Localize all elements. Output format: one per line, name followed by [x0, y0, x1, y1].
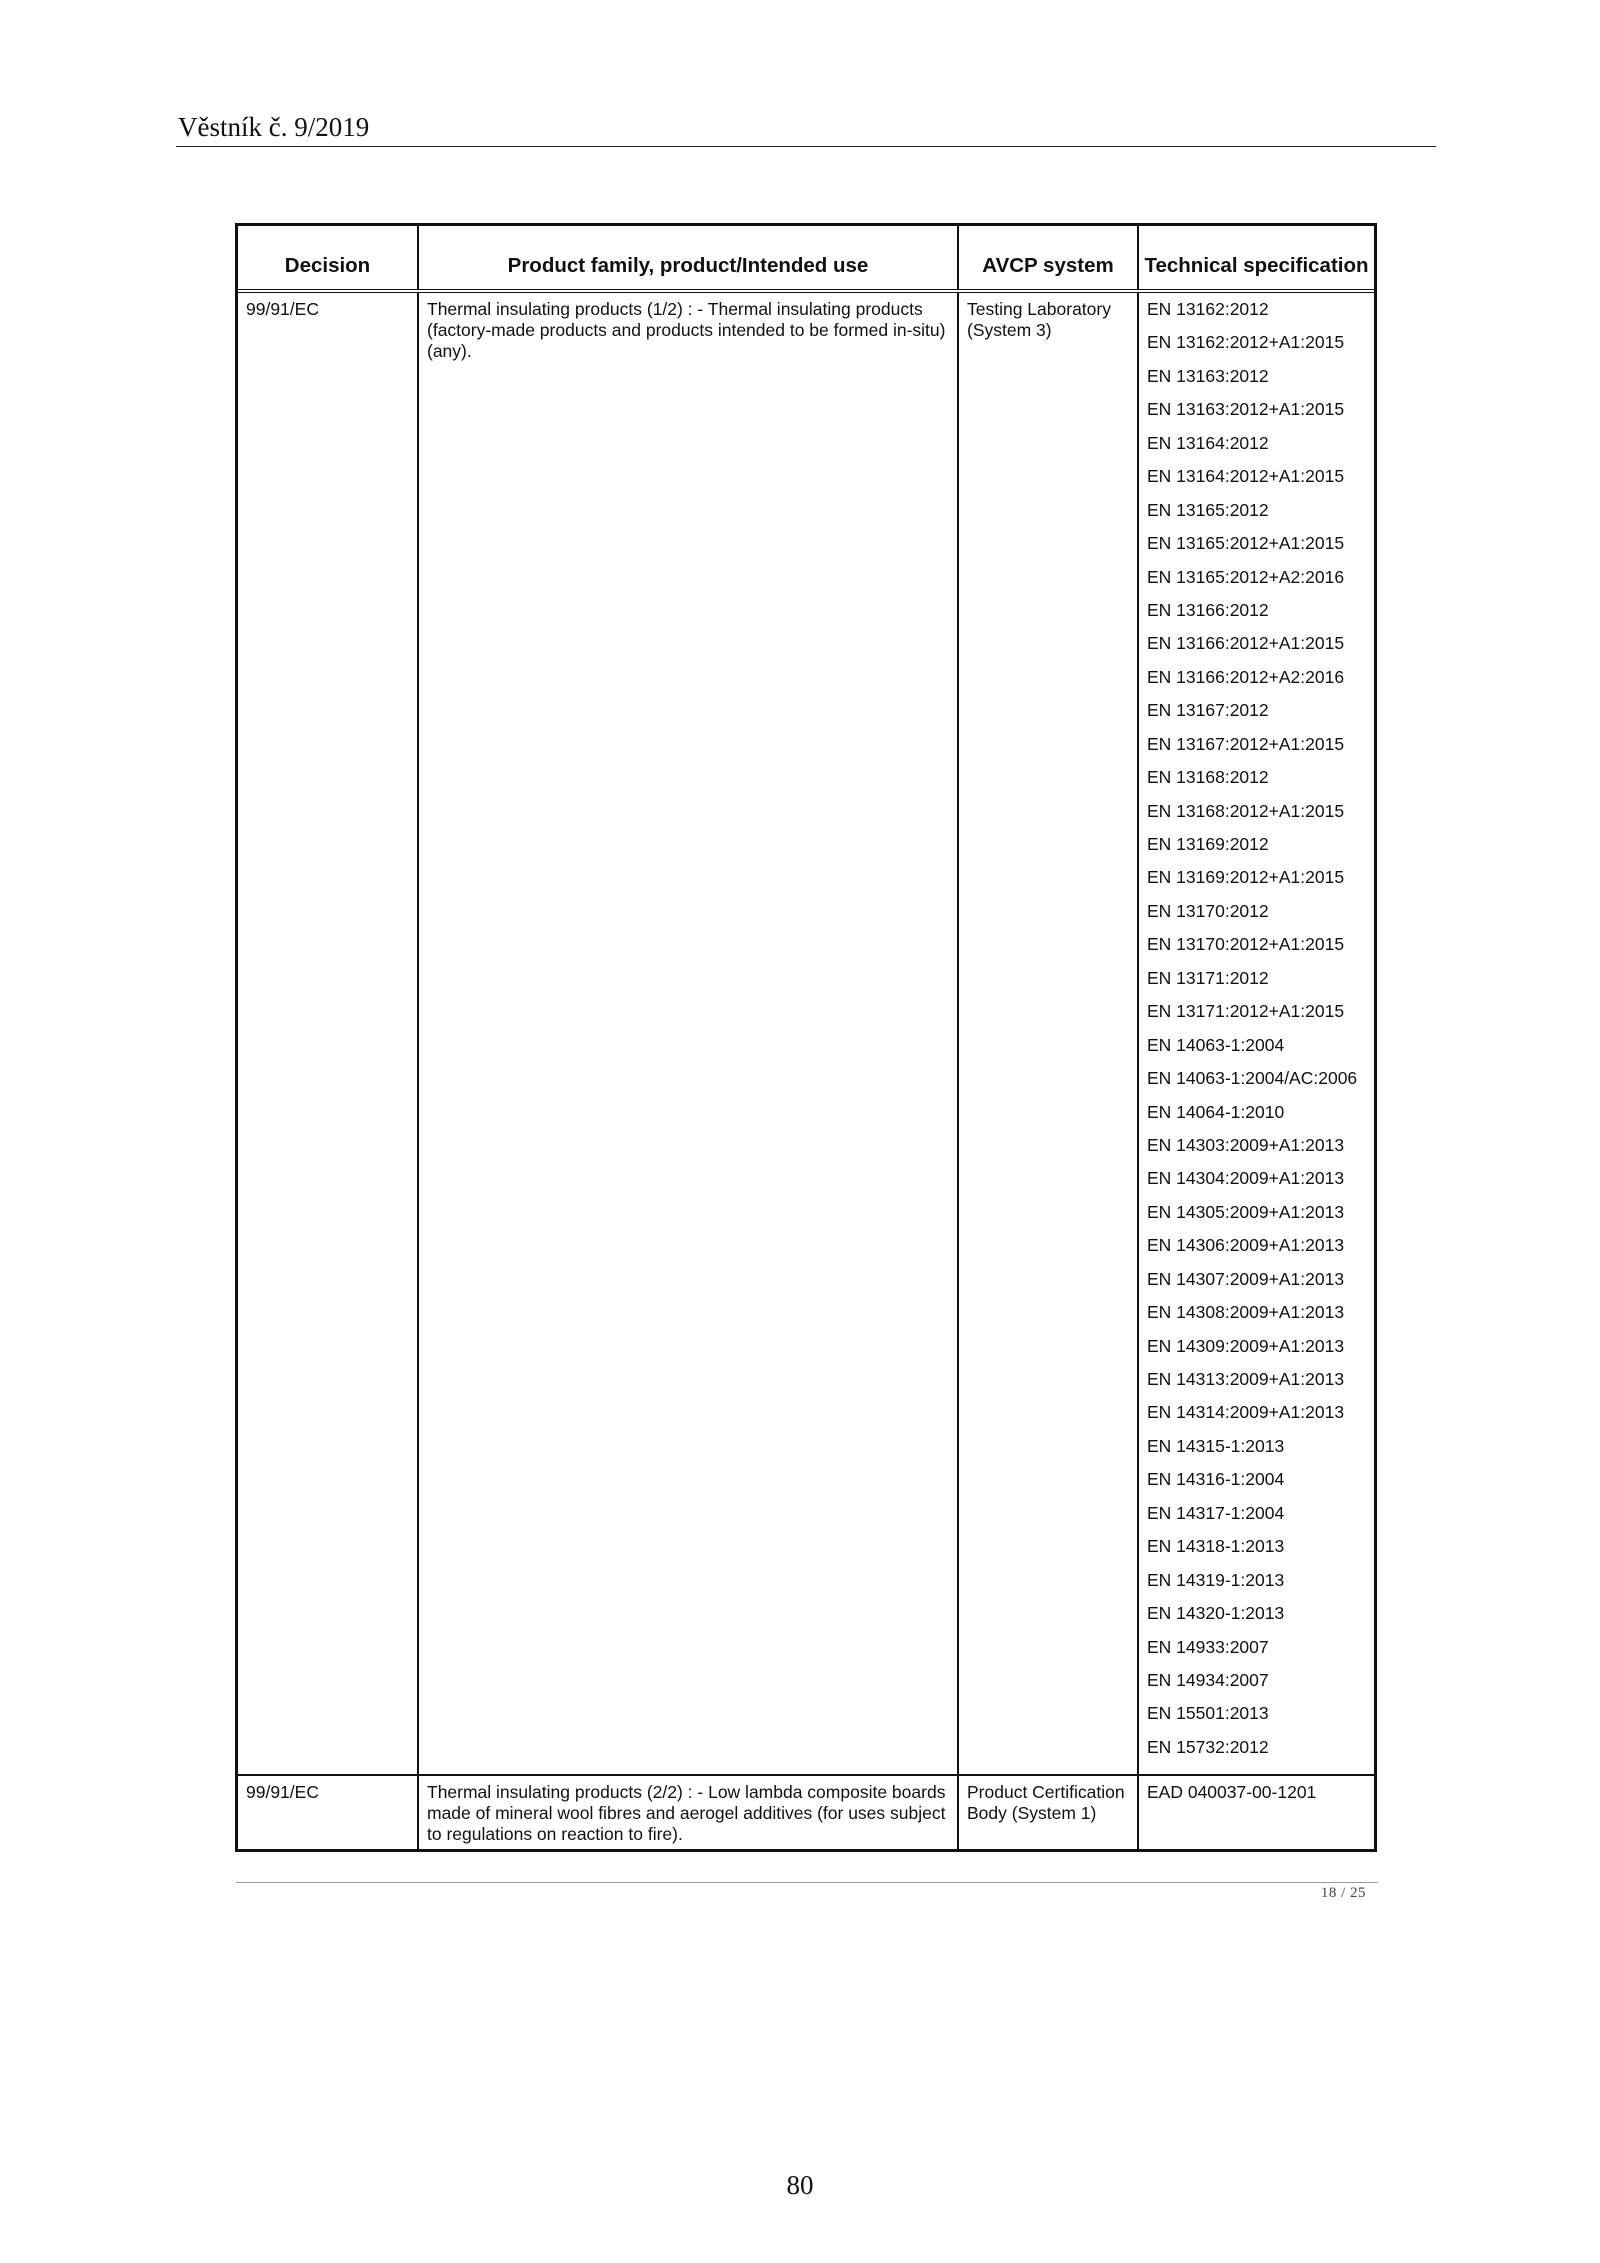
- specification-item: EN 13162:2012+A1:2015: [1147, 332, 1345, 353]
- specification-item: EN 14303:2009+A1:2013: [1147, 1134, 1345, 1155]
- avcp-cell: Product Certification Body (System 1): [958, 1775, 1138, 1849]
- specification-item: EN 14308:2009+A1:2013: [1147, 1302, 1345, 1323]
- column-header-product: Product family, product/Intended use: [418, 226, 958, 291]
- specification-item: EN 14933:2007: [1147, 1636, 1269, 1657]
- specification-item: EN 13165:2012+A1:2015: [1147, 533, 1345, 554]
- standards-table: [235, 223, 1377, 1852]
- footer-rule: [236, 1882, 1378, 1883]
- specification-item: EN 13166:2012+A2:2016: [1147, 666, 1345, 687]
- specification-item: EN 13165:2012: [1147, 499, 1269, 520]
- specification-item: EN 13166:2012: [1147, 599, 1269, 620]
- specification-item: EN 13164:2012+A1:2015: [1147, 466, 1345, 487]
- specification-cell: [1138, 1775, 1374, 1849]
- specification-item: EN 14309:2009+A1:2013: [1147, 1335, 1345, 1356]
- specification-item: EN 14064-1:2010: [1147, 1101, 1285, 1122]
- page-number: 80: [786, 2170, 814, 2200]
- specification-item: EN 13170:2012: [1147, 900, 1269, 921]
- specification-item: EN 14063-1:2004/AC:2006: [1147, 1068, 1358, 1089]
- specification-item: EN 14304:2009+A1:2013: [1147, 1168, 1345, 1189]
- specification-item: EN 14315-1:2013: [1147, 1435, 1285, 1456]
- specification-item: EN 14319-1:2013: [1147, 1569, 1285, 1590]
- specification-cell: [1138, 291, 1374, 1775]
- specification-item: EN 14320-1:2013: [1147, 1603, 1285, 1624]
- specification-item: EN 15732:2012: [1147, 1736, 1269, 1757]
- header-rule: [176, 146, 1436, 147]
- specification-item: EN 13164:2012: [1147, 432, 1269, 453]
- table-row: [238, 291, 1374, 1775]
- column-header-avcp: AVCP system: [958, 226, 1138, 291]
- specification-item: EN 13163:2012: [1147, 365, 1269, 386]
- specification-item: EN 14317-1:2004: [1147, 1502, 1285, 1523]
- specification-item: EN 13162:2012: [1147, 299, 1269, 319]
- decision-cell: 99/91/EC: [238, 1775, 418, 1849]
- specification-item: EN 13169:2012+A1:2015: [1147, 867, 1345, 888]
- specification-item: EN 14063-1:2004: [1147, 1034, 1285, 1055]
- specification-item: EN 14314:2009+A1:2013: [1147, 1402, 1345, 1423]
- specification-item: EN 13167:2012: [1147, 700, 1269, 721]
- specification-item: EN 14316-1:2004: [1147, 1469, 1285, 1490]
- specification-item: EN 13168:2012+A1:2015: [1147, 800, 1345, 821]
- specification-item: EN 13163:2012+A1:2015: [1147, 399, 1345, 420]
- column-header-decision: Decision: [238, 226, 418, 291]
- specification-item: EN 13167:2012+A1:2015: [1147, 733, 1345, 754]
- specification-item: EN 14305:2009+A1:2013: [1147, 1201, 1345, 1222]
- product-cell: Thermal insulating products (2/2) : - Low lambda composite boards made of mineral wool fibres and aerogel additives (for uses subject to regulations on reaction to fire).: [418, 1775, 958, 1849]
- specification-item: EN 13168:2012: [1147, 767, 1269, 788]
- specification-list: [1147, 299, 1366, 1758]
- table-header-row: [238, 226, 1374, 291]
- specification-item: EN 14934:2007: [1147, 1669, 1269, 1690]
- specification-item: EN 13170:2012+A1:2015: [1147, 934, 1345, 955]
- specification-item: EN 14307:2009+A1:2013: [1147, 1268, 1345, 1289]
- specification-item: EN 13171:2012+A1:2015: [1147, 1001, 1345, 1022]
- decision-cell: 99/91/EC: [246, 299, 319, 319]
- table-row: [238, 1775, 1374, 1849]
- specification-item: EN 14306:2009+A1:2013: [1147, 1235, 1345, 1256]
- specification-item: EAD 040037-00-1201: [1147, 1782, 1317, 1803]
- specification-item: EN 13165:2012+A2:2016: [1147, 566, 1345, 587]
- specification-item: EN 13169:2012: [1147, 834, 1269, 854]
- specification-item: EN 13171:2012: [1147, 967, 1269, 988]
- avcp-cell: Testing Laboratory (System 3): [958, 291, 1138, 1775]
- specification-item: EN 13166:2012+A1:2015: [1147, 633, 1345, 654]
- specification-item: EN 14318-1:2013: [1147, 1536, 1285, 1557]
- footer-pager: 18 / 25: [1320, 1885, 1366, 1901]
- specification-item: EN 15501:2013: [1147, 1703, 1269, 1724]
- specification-item: EN 14313:2009+A1:2013: [1147, 1369, 1345, 1389]
- specification-list: [1147, 1782, 1366, 1803]
- column-header-technical-specification: Technical specification: [1138, 226, 1374, 291]
- running-head-title: Věstník č. 9/2019: [178, 112, 370, 142]
- product-cell: Thermal insulating products (1/2) : - Thermal insulating products (factory-made products and products intended to be formed in-situ) (any).: [418, 291, 958, 1775]
